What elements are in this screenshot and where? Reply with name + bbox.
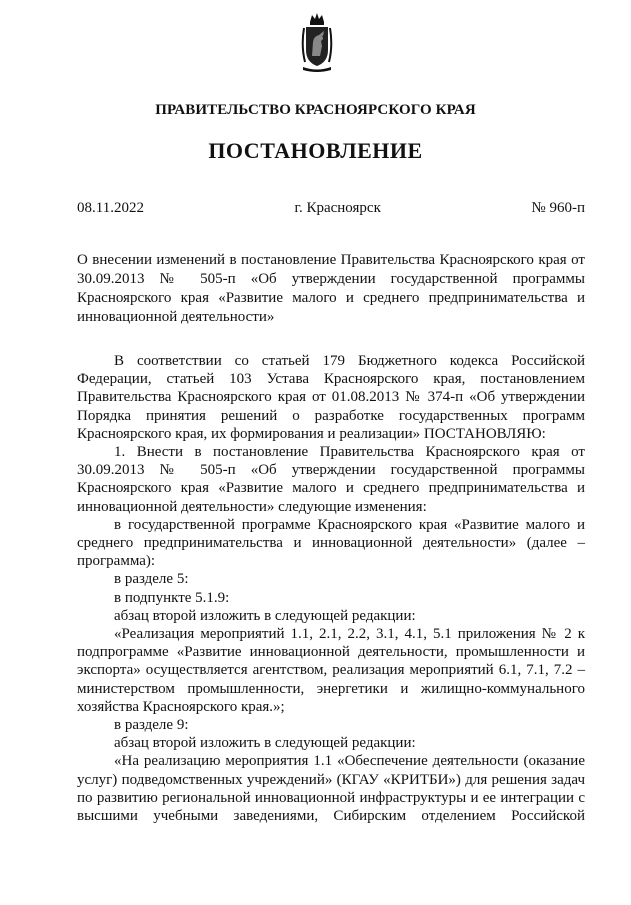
paragraph: в разделе 9: [114, 717, 189, 734]
document-number: № 960-п [531, 200, 585, 216]
document-body [77, 352, 585, 862]
paragraph: в разделе 5: [114, 571, 189, 588]
organization-name: ПРАВИТЕЛЬСТВО КРАСНОЯРСКОГО КРАЯ [155, 102, 476, 118]
paragraph: 1. Внести в постановление Правительства Красноярского края от 30.09.2013 № 505-п «Об утверждении государственной программы Красноярского края «Развитие малого и среднего предпринимательства и инновационной деятельности» следующие изменения: [77, 444, 585, 515]
coat-of-arms-icon [300, 12, 334, 72]
paragraph: «Реализация мероприятий 1.1, 2.1, 2.2, 3.1, 4.1, 5.1 приложения № 2 к подпрограмме «Развитие инновационной деятельности, промышленности и экспорта» осуществляется агентством, реализация мероприятий 6.1, 7.1, 7.2 – министерством промышленности, энергетики и жилищно-коммунального хозяйства Красноярского края.»; [77, 626, 585, 715]
page-bottom-margin [0, 824, 631, 905]
document-type: ПОСТАНОВЛЕНИЕ [208, 138, 423, 163]
paragraph: абзац второй изложить в следующей редакции: [114, 607, 416, 624]
document-city: г. Красноярск [294, 200, 381, 216]
document-subject: О внесении изменений в постановление Правительства Красноярского края от 30.09.2013 № 505-п «Об утверждении государственной программы Красноярского края «Развитие малого и среднего предпринимательства и инновационной деятельности» [77, 252, 585, 325]
document-meta [77, 200, 585, 217]
paragraph: абзац второй изложить в следующей редакции: [114, 735, 416, 752]
paragraph: в государственной программе Красноярского края «Развитие малого и среднего предпринимательства и инновационной деятельности» (далее – программа): [77, 516, 585, 570]
paragraph: В соответствии со статьей 179 Бюджетного кодекса Российской Федерации, статьей 103 Устава Красноярского края, постановлением Правительства Красноярского края от 01.08.2013 № 374-п «Об утверждении Порядка принятия решений о разработке государственных программ Красноярского края, их формирования и реализации» ПОСТАНОВЛЯЮ: [77, 353, 585, 442]
paragraph: «На реализацию мероприятия 1.1 «Обеспечение деятельности (оказание услуг) подведомственных учреждений» (КГАУ «КРИТБИ») для решения задач по развитию региональной инновационной инфраструктуры и ее интеграции с высшими учебными заведениями, Сибирским отделением Российской [77, 753, 585, 825]
document-date: 08.11.2022 [77, 200, 144, 216]
paragraph: в подпункте 5.1.9: [114, 589, 230, 606]
